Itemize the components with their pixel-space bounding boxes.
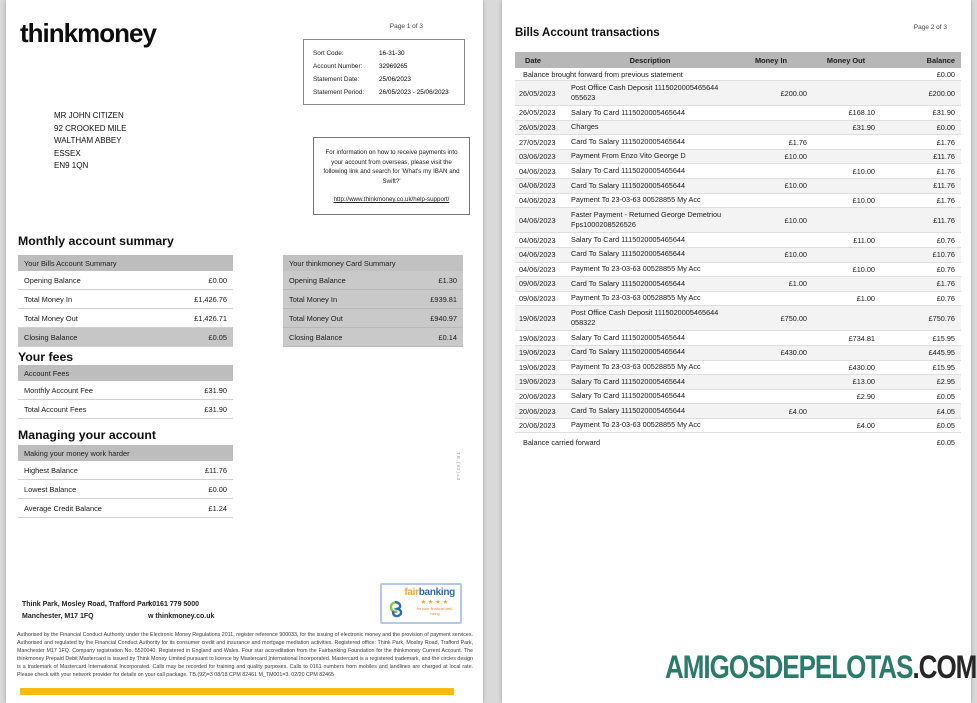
transaction-row: [515, 194, 961, 209]
transaction-row: [515, 150, 961, 165]
transaction-money-out: £10.00: [852, 264, 875, 274]
transaction-description: Payment To 23-03-63 00528855 My Acc: [571, 195, 701, 205]
transaction-money-out: £734.81: [848, 333, 875, 343]
column-header-money-in: Money In: [754, 55, 788, 65]
monthly-summary-title: Monthly account summary: [18, 234, 174, 248]
transaction-row: [515, 331, 961, 346]
transaction-row: [515, 361, 961, 376]
transaction-money-out: £11.00: [853, 235, 875, 245]
transaction-money-in: £10.00: [784, 215, 807, 225]
transaction-date: 19/06/2023: [519, 313, 556, 323]
transaction-date: 09/06/2023: [519, 293, 556, 303]
transaction-description: Payment To 23-03-63 00528855 My Acc: [571, 293, 701, 303]
summary-row: [283, 271, 463, 290]
transaction-money-out: £430.00: [848, 362, 875, 372]
transaction-description: Card To Salary 1115020005465644: [571, 180, 686, 190]
transaction-row: [515, 248, 961, 263]
transaction-money-in: £10.00: [784, 250, 807, 260]
transaction-description: Salary To Card 1115020005465644: [571, 391, 686, 401]
transaction-date: 19/06/2023: [519, 377, 556, 387]
transaction-money-in: £430.00: [780, 348, 807, 358]
transaction-money-out: £10.00: [852, 195, 875, 205]
transaction-date: 03/06/2023: [519, 152, 556, 162]
closing-balance-label: Closing Balance: [24, 332, 78, 342]
transaction-description: Salary To Card 1115020005465644: [571, 332, 686, 342]
transaction-balance: £1.76: [936, 166, 955, 176]
transaction-row: [515, 375, 961, 390]
summary-row: [18, 271, 233, 290]
summary-row: [283, 328, 463, 347]
transaction-money-in: £200.00: [780, 88, 807, 98]
transaction-money-out: £168.10: [848, 108, 875, 118]
balance-carried-forward-value: £0.05: [936, 438, 955, 448]
footer-address-line1: Think Park, Mosley Road, Trafford Park: [22, 601, 153, 608]
transaction-description: Card To Salary 1115020005465644: [571, 278, 686, 288]
fee-row-label: Total Account Fees: [24, 404, 87, 414]
summary-row-value: £1,426.71: [194, 313, 227, 323]
transaction-rows: [515, 81, 961, 433]
summary-row-label: Total Money In: [24, 294, 73, 304]
transaction-balance: £11.76: [933, 181, 955, 191]
account-info-value: 25/06/2023: [379, 76, 411, 83]
transaction-balance: £0.76: [936, 235, 955, 245]
address-line: 92 CROOKED MILE: [54, 123, 127, 133]
bills-account-summary-table: [18, 255, 233, 347]
transaction-row: [515, 135, 961, 150]
transaction-description: Salary To Card 1115020005465644: [571, 376, 686, 386]
transaction-date: 20/06/2023: [519, 406, 556, 416]
card-summary-table: [283, 255, 463, 347]
address-line: ESSEX: [54, 148, 81, 158]
summary-row-label: Opening Balance: [289, 275, 346, 285]
card-summary-header: Your thinkmoney Card Summary: [283, 255, 463, 271]
managing-row: [18, 480, 233, 499]
transactions-table-header: [515, 52, 961, 68]
summary-row-label: Total Money Out: [24, 313, 78, 323]
transaction-balance: £750.76: [928, 313, 955, 323]
transaction-row: [515, 208, 961, 233]
transaction-money-in: £4.00: [788, 406, 807, 416]
transaction-row: [515, 346, 961, 361]
address-line: WALTHAM ABBEY: [54, 136, 122, 146]
thinkmoney-logo: thinkmoney: [20, 18, 156, 48]
transaction-date: 04/06/2023: [519, 250, 556, 260]
transaction-balance: £0.05: [936, 421, 955, 431]
fairbanking-logo-icon: [387, 599, 407, 624]
transaction-balance: £2.95: [936, 377, 955, 387]
summary-row: [283, 290, 463, 309]
transaction-description: Payment From Enzo Vito George D: [571, 151, 686, 161]
transaction-balance: £445.95: [928, 348, 955, 358]
summary-row: [18, 309, 233, 328]
transaction-money-out: £10.00: [852, 166, 875, 176]
transaction-date: 27/05/2023: [519, 137, 556, 147]
transaction-description: Salary To Card 1115020005465644: [571, 107, 686, 117]
balance-carried-forward-row: [515, 438, 961, 447]
column-header-description: Description: [629, 55, 671, 65]
summary-row-value: £939.81: [430, 294, 457, 304]
managing-row-value: £11.76: [204, 465, 227, 475]
transaction-balance: £0.05: [936, 392, 955, 401]
account-info-value: 26/05/2023 - 25/06/2023: [379, 89, 449, 96]
managing-row: [18, 499, 233, 518]
transaction-description: Charges: [571, 122, 599, 132]
fairbanking-wordmark: fairbanking: [404, 587, 455, 598]
customer-address-block: [54, 110, 126, 173]
transaction-row: [515, 404, 961, 419]
transaction-date: 04/06/2023: [519, 235, 556, 245]
transaction-balance: £10.76: [932, 250, 955, 260]
transaction-description: Salary To Card 1115020005465644: [571, 234, 686, 244]
column-header-money-out: Money Out: [826, 55, 866, 65]
transaction-row: [515, 81, 961, 106]
transaction-money-out: £31.90: [852, 123, 875, 133]
transaction-row: [515, 233, 961, 248]
account-info-value: 16-31-30: [379, 50, 405, 57]
transaction-money-in: £1.00: [788, 279, 807, 289]
transaction-money-out: £4.00: [856, 421, 875, 431]
transaction-money-out: £13.00: [852, 377, 875, 387]
fee-row-value: £31.90: [204, 385, 227, 395]
transaction-description: Post Office Cash Deposit 1115020005465644 058322: [571, 307, 719, 328]
transaction-money-in: £10.00: [784, 181, 807, 191]
transaction-balance: £4.05: [936, 406, 955, 416]
form-reference-code: TB.(92)=3: [456, 452, 461, 482]
transactions-table: [515, 52, 961, 447]
transaction-row: [515, 292, 961, 307]
address-line: MR JOHN CITIZEN: [54, 111, 124, 120]
transaction-description: Payment To 23-03-63 00528855 My Acc: [571, 420, 701, 430]
managing-row-value: £1.24: [208, 503, 227, 513]
closing-balance-row: [18, 328, 233, 347]
watermark-suffix-text: .COM: [912, 648, 977, 686]
fee-row: [18, 381, 233, 400]
summary-row-value: £1,426.76: [194, 294, 227, 304]
account-info-row: [313, 47, 455, 60]
account-info-row: [313, 86, 455, 99]
transaction-balance: £0.76: [936, 264, 955, 274]
balance-brought-forward-label: Balance brought forward from previous statement: [523, 69, 683, 79]
managing-account-title: Managing your account: [18, 428, 157, 442]
footer-address-line2: Manchester, M17 1FQ: [22, 613, 94, 620]
transaction-money-in: £750.00: [780, 313, 807, 323]
yellow-footer-bar: [20, 688, 454, 695]
bills-summary-header: Your Bills Account Summary: [18, 255, 233, 271]
managing-row-label: Highest Balance: [24, 465, 78, 475]
transaction-balance: £11.76: [933, 215, 955, 225]
footer-website: w thinkmoney.co.uk: [148, 613, 215, 620]
transaction-money-out: £2.90: [856, 392, 875, 401]
transaction-row: [515, 121, 961, 136]
managing-row-value: £0.00: [208, 484, 227, 494]
help-support-link[interactable]: http://www.thinkmoney.co.uk/help-support/: [333, 196, 450, 204]
transaction-date: 19/06/2023: [519, 362, 556, 372]
summary-row-label: Closing Balance: [289, 332, 343, 342]
managing-row: [18, 461, 233, 480]
transaction-balance: £200.00: [928, 88, 955, 98]
transaction-balance: £11.76: [933, 152, 955, 162]
fairbanking-caption: for your financial well-being: [416, 607, 454, 616]
account-info-label: Statement Period:: [313, 89, 365, 96]
transaction-balance: £1.76: [936, 279, 955, 289]
transaction-balance: £1.76: [936, 137, 955, 147]
statement-page-2: [502, 0, 971, 703]
managing-row-label: Average Credit Balance: [24, 503, 102, 513]
transaction-row: [515, 106, 961, 121]
transaction-balance: £1.76: [936, 195, 955, 205]
transaction-balance: £15.95: [932, 333, 955, 343]
address-line: EN9 1QN: [54, 161, 89, 171]
transaction-date: 20/06/2023: [519, 392, 556, 401]
column-header-balance: Balance: [926, 55, 955, 65]
page-number-label: Page 1 of 3: [389, 23, 423, 30]
fees-title: Your fees: [18, 350, 74, 364]
transaction-balance: £0.00: [936, 123, 955, 133]
transaction-date: 19/06/2023: [519, 333, 556, 343]
managing-account-table: [18, 445, 233, 518]
account-info-row: [313, 73, 455, 86]
closing-balance-value: £0.05: [208, 332, 227, 342]
statement-page-1: [6, 0, 483, 703]
transaction-row: [515, 263, 961, 278]
overseas-note-text: For information on how to receive payments into your account from overseas, please visit the following link and search for 'What's my IBAN and Swift?': [323, 149, 460, 185]
transaction-row: [515, 390, 961, 405]
summary-row-value: £0.14: [438, 332, 457, 342]
summary-row-label: Total Money Out: [289, 313, 343, 323]
transaction-description: Card To Salary 1115020005465644: [571, 249, 686, 259]
managing-header: Making your money work harder: [18, 445, 233, 461]
summary-row-label: Total Money In: [289, 294, 338, 304]
transaction-description: Payment To 23-03-63 00528855 My Acc: [571, 362, 701, 372]
watermark-main-text: AMIGOSDEPELOTAS: [665, 648, 913, 686]
transaction-balance: £0.76: [936, 293, 955, 303]
account-info-label: Statement Date:: [313, 76, 360, 83]
transactions-title: Bills Account transactions: [515, 27, 660, 39]
amigosdepelotas-watermark: [665, 648, 976, 687]
overseas-payments-note: [313, 137, 470, 215]
summary-row-value: £0.00: [208, 275, 227, 285]
transaction-date: 04/06/2023: [519, 215, 556, 225]
fee-row: [18, 400, 233, 419]
transaction-date: 20/06/2023: [519, 421, 556, 431]
transaction-date: 19/06/2023: [519, 348, 556, 358]
transaction-description: Card To Salary 1115020005465644: [571, 136, 686, 146]
transaction-description: Salary To Card 1115020005465644: [571, 165, 686, 175]
account-fees-table: [18, 365, 233, 419]
balance-carried-forward-label: Balance carried forward: [523, 438, 601, 448]
page-number-label: Page 2 of 3: [913, 24, 947, 31]
transaction-row: [515, 306, 961, 331]
fairbanking-badge: [380, 583, 462, 624]
fee-row-value: £31.90: [204, 404, 227, 414]
summary-row-label: Opening Balance: [24, 275, 81, 285]
transaction-description: Card To Salary 1115020005465644: [571, 405, 686, 415]
transaction-money-out: £1.00: [856, 293, 875, 303]
managing-row-label: Lowest Balance: [24, 484, 77, 494]
transaction-row: [515, 419, 961, 434]
transaction-date: 04/06/2023: [519, 181, 556, 191]
footer-phone: t 0161 779 5000: [148, 601, 199, 608]
summary-row: [283, 309, 463, 328]
transaction-date: 26/05/2023: [519, 123, 556, 133]
summary-row-value: £1.30: [438, 275, 457, 285]
transaction-date: 04/06/2023: [519, 166, 556, 176]
transaction-description: Faster Payment - Returned George Demetriou Fps1000208526526: [571, 209, 722, 230]
fairbanking-stars: ★★★★: [420, 599, 450, 606]
transaction-description: Payment To 23-03-63 00528855 My Acc: [571, 264, 701, 274]
transaction-description: Card To Salary 1115020005465644: [571, 347, 686, 357]
legal-disclaimer-text: Authorised by the Financial Conduct Authority under the Electronic Money Regulations 2011, register reference 900033, for the issuing of electronic money and the provision of payment services. Authorised and regulated by the Financial Conduct Authority for its consumer credit and insurance and mortgage mediation activities. Registered office: Think Park, Mosley Road, Trafford Park, Manchester M17 1FQ. Company registration No. 5520040. Registered in England and Wales. Four star accreditation from the Fairbanking Foundation for the thinkmoney Current Account. The thinkmoney Prepaid Debit Mastercard is issued by Think Money Limited pursuant to licence by Mastercard International Incorporated. Mastercard is a registered trademark, and the circles design is a trademark of Mastercard International Incorporated. Calls may be recorded for training and quality purposes. Calls to 0161 numbers from mobiles and landlines are charged at local rate. Please check with your network provider for details on your call package. TB.(92)=3 08/18 CPM 82461 M_TM001=3. 02/20 CPM 82465: [17, 632, 473, 678]
footer-address: [22, 599, 152, 623]
summary-row-value: £940.97: [430, 313, 457, 323]
transaction-balance: £31.90: [932, 108, 955, 118]
transaction-date: 09/06/2023: [519, 279, 556, 289]
transaction-date: 26/05/2023: [519, 88, 556, 98]
account-info-row: [313, 60, 455, 73]
account-info-label: Sort Code:: [313, 50, 344, 57]
transaction-date: 04/06/2023: [519, 264, 556, 274]
transaction-row: [515, 164, 961, 179]
summary-row: [18, 290, 233, 309]
account-info-box: [303, 39, 465, 105]
fee-row-label: Monthly Account Fee: [24, 385, 94, 395]
balance-brought-forward-value: £0.00: [936, 69, 955, 79]
transaction-balance: £15.95: [932, 362, 955, 372]
transaction-money-in: £10.00: [784, 152, 807, 162]
balance-brought-forward-row: [515, 68, 961, 81]
transaction-row: [515, 277, 961, 292]
transaction-description: Post Office Cash Deposit 1115020005465644 055623: [571, 82, 719, 103]
account-info-value: 32969265: [379, 63, 408, 70]
fees-header: Account Fees: [18, 365, 233, 381]
transaction-row: [515, 179, 961, 194]
footer-contact: [148, 599, 214, 623]
transaction-date: 04/06/2023: [519, 195, 556, 205]
transaction-money-in: £1.76: [788, 137, 807, 147]
transaction-date: 26/05/2023: [519, 108, 556, 118]
column-header-date: Date: [525, 55, 542, 65]
account-info-label: Account Number:: [313, 63, 363, 70]
